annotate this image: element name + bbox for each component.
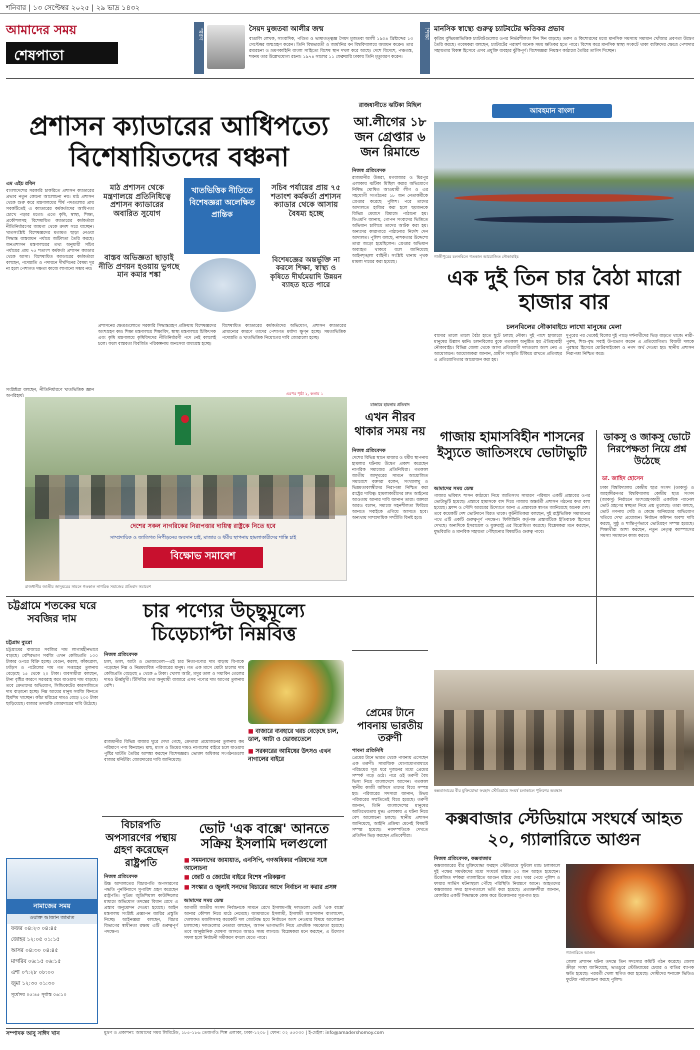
prayer-row: সূর্যোদয় ০৫:৪৫ সূর্যাস্ত ০৬:১০ (11, 993, 67, 998)
judiciary-body: উচ্চ আদালতের বিচারপতি অপসারণের পদ্ধতি পুনর্বিন্যাসে সুপারিশ গ্রহণ করেছেন রাষ্ট্রপতি। সুপ্রিম জুডিশিয়াল কাউন্সিলের মাধ্যমে অভিযোগ তদন্তের বিধান রেখে এ প্রস্তাব অনুমোদন দেওয়া হয়েছে। আইন মন্ত্রণালয় সংশ্লিষ্ট প্রজ্ঞাপন জারির প্রস্তুতি নিচ্ছে। আইনজ্ঞরা বলছেন, বিচার বিভাগের স্বাধীনতা রক্ষায় এটি গুরুত্বপূর্ণ পদক্ষেপ। (104, 882, 180, 935)
date-line: শনিবার | ১৩ সেপ্টেম্বর ২০২৫ | ২৯ ভাদ্র ১৪৩২ (0, 0, 700, 14)
rally-photo (25, 397, 347, 581)
rally-caption: রাজধানীর জাতীয় জাদুঘরের সামনে গতকাল নাগরিক সমাজের প্রতিবাদ সমাবেশ (25, 584, 151, 589)
prayer-row: মাগরিব ০৬:১৫ ০৬:১৫ (11, 959, 61, 965)
fire-caption: গ্যালারিতে আগুন (566, 950, 595, 955)
lead-body-col2: প্রশাসনের ক্ষেত্রগুলোতে সরকারি সিদ্ধান্তগ্রহণ প্রক্রিয়ায় বিশেষজ্ঞদের অংশগ্রহণ কম। শিক্ষা মন্ত্রণালয়ে শিক্ষাবিদ, স্বাস্থ্য মন্ত্রণালয়ে চিকিৎসক এবং কৃষি মন্ত্রণালয়ে কৃষিবিদদের নীতিনির্ধারণী পদে নেই বললেই চলে। ফলে বাস্তবতা বিবর্জিত পরিকল্পনায় জনসেবা বাধাগ্রস্ত হচ্ছে। (98, 324, 218, 347)
column-body: বাঙালি লেখক, সাংবাদিক, পণ্ডিত ও ভাষাতত্ত্বজ্ঞ সৈয়দ মুজতবা আলী ১৯০৪ খ্রিষ্টাব্দের ১৩ সেপ্টেম্বর জন্মগ্রহণ করেন। তিনি বিশ্বভারতী ও জার্মানির বন বিশ্ববিদ্যালয়ে অধ্যয়ন করেন। তার রম্যরচনা ও ভ্রমণকাহিনি বাংলা সাহিত্যে বিশেষ স্থান দখল করে আছে। দেশে বিদেশে, পঞ্চতন্ত্র, শবনম তার উল্লেখযোগ্য রচনা। ১৯৭৪ সালের ১১ ফেব্রুয়ারি ঢাকায় তিনি মৃত্যুবরণ করেন। (249, 37, 415, 60)
shrine-body: দেশের বিভিন্ন স্থানে মাজার ও ধর্মীয় স্থাপনায় হামলার ঘটনায় উদ্বেগ প্রকাশ করেছেন নাগরিক সমাজের প্রতিনিধিরা। গতকাল জাতীয় জাদুঘরের সামনে আয়োজিত সমাবেশে বক্তারা বলেন, সংখ্যালঘু ও ভিন্নমতাবলম্বীদের নিরাপত্তা নিশ্চিত করা রাষ্ট্রের দায়িত্ব। হামলাকারীদের দ্রুত আইনের আওতায় আনার দাবি জানান তারা। বক্তারা আরও বলেন, সমাজে সহনশীলতা ফিরিয়ে আনতে সবাইকে এগিয়ে আসতে হবে। অন্যথায় সাম্প্রদায়িক সম্প্রীতি বিনষ্ট হবে। (352, 456, 430, 521)
gaza-headline[interactable]: গাজায় হামাসবিহীন শাসনের ইস্যুতে জাতিসংঘে ভোটাভুটি (437, 430, 587, 461)
footer-imprint: মুদ্রণ ও প্রকাশনা: আমাদের সময় লিমিটেড, ১৮৫-১৮৬ তেজগাঁও শিল্প এলাকা, ঢাকা-১২০৮ | ফোন: ০২ ৫৫০৩০ | ই-মেইল: info@amadershomoy.com (104, 1031, 384, 1036)
shrine-story[interactable]: মাজারে হামলার প্রতিবাদ এখন নীরব থাকার সময় নয় (354, 402, 426, 438)
footer-editor: সম্পাদক আবু সাঈদ খান (6, 1031, 60, 1037)
grocery-photo (248, 660, 344, 724)
prices-body: চাল, ডাল, আটা ও ভোজ্যতেল—এই চার নিত্যপণ্যের দাম বাড়ায় বিপাকে পড়েছেন নিম্ন ও নিম্নমধ্যবিত্ত পরিবারের মানুষ। গত এক মাসে মোটা চালের দাম কেজিপ্রতি বেড়েছে ৪ থেকে ৬ টাকা। খোলা আটা, মসুর ডাল ও সয়াবিন তেলের দামও ঊর্ধ্বমুখী। টিসিবির তথ্য অনুযায়ী বাজারে এসব পণ্যের দাম আগের তুলনায় বেশি। (104, 660, 246, 689)
section-title: শেষপাতা (14, 48, 64, 64)
brand-logo[interactable] (6, 22, 118, 42)
gaza-body: গাজার ভবিষ্যৎ শাসন কাঠামো নিয়ে জাতিসংঘ সাধারণ পরিষদে একটি প্রস্তাবের ওপর ভোটাভুটি হয়েছে। প্রস্তাবে হামাসকে বাদ দিয়ে গাজায় অন্তর্বর্তী প্রশাসন গঠনের কথা বলা হয়েছে। ফ্রান্স ও সৌদি আরবের উদ্যোগে আনা এ প্রস্তাবকে স্বাগত জানিয়েছে অনেক দেশ। তবে কয়েকটি দেশ ভোটদানে বিরত থাকে। কূটনীতিকরা বলছেন, দুই রাষ্ট্রভিত্তিক সমাধানের পথে এটি একটি গুরুত্বপূর্ণ পদক্ষেপ। ফিলিস্তিনি কর্তৃপক্ষ প্রস্তাবটিকে ইতিবাচক হিসেবে দেখছে। অন্যদিকে ইসরায়েল ও যুক্তরাষ্ট্র এর বিরোধিতা করেছে। বিশ্লেষকরা মনে করছেন, যুদ্ধবিরতি ও মানবিক সহায়তা পৌঁছানোর বিষয়টিও গুরুত্ব পাবে। (434, 494, 592, 535)
vegetable-headline[interactable]: চট্টগ্রামে শতকের ঘরে সবজির দাম (7, 600, 97, 625)
prayer-times-box: নামাজের সময় ওয়াক্ত আজান জামাত ফজর ০৪:২৩ ০৪:৪৫ জোহর ১২:০৫ ০১:১৫ আসর ০৪:৩০ ০৪:৪৫ মাগরিব ০৬:১৫ ০৬:১৫ এশা ০৭:২৮ ০৮:০০ জুমা ১২:৩০ ০১:৩০ সূর্যোদয় ০৫:৪৫ সূর্যাস্ত ০৬:১০ (6, 858, 98, 1024)
lead-headline[interactable]: প্রশাসন ক্যাডারের আধিপত্যে বিশেষায়িতদের বঞ্চনা (29, 112, 329, 173)
prices-points: ■ বাজারে ব্যবহারে খরচ বেড়েছে চাল, ডাল, আটা ও ভোজ্যতেলে ■ সরকারের আমিষের উৎসও এখন নাগালের বাইরে (248, 729, 339, 763)
lead-body-col1-tail: সংশ্লিষ্টরা বলছেন, নীতিনির্ধারণে খাতভিত্তিক জ্ঞান অপরিহার্য। (6, 388, 96, 399)
prayer-row: ফজর ০৪:২৩ ০৪:৪৫ (11, 926, 57, 932)
vote-headline[interactable]: ভোট 'এক বাক্সে' আনতে সক্রিয় ইসলামি দলগুলো (198, 822, 330, 852)
prices-headline[interactable]: চার পণ্যের উচ্ছ্বমূল্যে চিড়েচ্যাপ্টা নিম্নবিত্ত (143, 600, 305, 645)
column-tag: স্মরণ (194, 22, 204, 74)
top-right-tag: শিক্ষা (420, 22, 430, 74)
boat-race-photo (434, 122, 694, 252)
vegetable-body: চট্টগ্রামের বাজারে সবজির দাম লাগামহীনভাবে বাড়ছে। বেশিরভাগ সবজি এখন কেজিপ্রতি ১০০ টাকার ওপরে বিক্রি হচ্ছে। বেগুন, করলা, কাঁকরোল, ঢ্যাঁড়স ও পটোলের দাম গত সপ্তাহের তুলনায় বেড়েছে ১৫ থেকে ২০ টাকা। ব্যবসায়ীরা বলছেন, টানা বৃষ্টির কারণে সরবরাহ কমে যাওয়ায় দাম বাড়ছে। তবে ক্রেতাদের অভিযোগ, সিন্ডিকেটের কারসাজিতে দাম বাড়ানো হচ্ছে। নিম্ন আয়ের মানুষ সবজি কিনতে হিমশিম খাচ্ছেন। কাঁচা মরিচের দামও বেড়ে ২০০ টাকা ছাড়িয়েছে। বাজার তদারকি জোরদারের দাবি উঠেছে। (6, 648, 100, 707)
shrine-byline: নিজস্ব প্রতিবেদক (352, 448, 386, 454)
prayer-row: আসর ০৪:৩০ ০৪:৪৫ (11, 948, 59, 954)
gaza-byline: আমাদের সময় ডেস্ক (434, 486, 474, 492)
column-title[interactable]: সৈয়দ মুজতবা আলীর জন্ম বাঙালি লেখক, সাংবাদিক, পণ্ডিত ও ভাষাতত্ত্বজ্ঞ সৈয়দ মুজতবা আলী ১৯০৪ খ্রিষ্টাব্দের ১৩ সেপ্টেম্বর জন্মগ্রহণ করেন। তিনি বিশ্বভারতী ও জার্মানির বন বিশ্ববিদ্যালয়ে অধ্যয়ন করেন। তার রম্যরচনা ও ভ্রমণকাহিনি বাংলা সাহিত্যে বিশেষ স্থান দখল করে আছে। দেশে বিদেশে, পঞ্চতন্ত্র, শবনম তার উল্লেখযোগ্য রচনা। ১৯৭৪ সালের ১১ ফেব্রুয়ারি ঢাকায় তিনি মৃত্যুবরণ করেন। (249, 23, 413, 83)
top-right-story[interactable]: মানসিক স্বাস্থ্যে গুরুত্ব চ্যাটবটের ক্ষতিকর প্রভাব কৃত্রিম বুদ্ধিমত্তাভিত্তিক চ্যাটবটগুলোর ওপর নির্ভরশীলতা দিন দিন বাড়ছে। তরুণ ও কিশোরদের মধ্যে মানসিক সমস্যায় সমাধান খোঁজার প্রবণতা উদ্বেগ তৈরি করছে। গবেষকরা বলছেন, চ্যাটবটের পরামর্শ অনেক সময় ক্ষতিকর হতে পারে। বিশেষ করে মানসিক স্বাস্থ্য সংকটে থাকা ব্যক্তিদের ক্ষেত্রে পেশাদার সহায়তার বিকল্প হিসেবে এসব প্রযুক্তি ব্যবহার ঝুঁকিপূর্ণ। বিশেষজ্ঞরা নিয়ন্ত্রণ কাঠামো তৈরির তাগিদ দিচ্ছেন। (434, 23, 694, 83)
crowd-shape (35, 475, 335, 519)
flag-shape (175, 405, 191, 445)
section-badge (6, 42, 118, 64)
vote-byline: আমাদের সময় ডেস্ক (184, 898, 224, 904)
prayer-row: জোহর ১২:০৫ ০১:১৫ (11, 937, 60, 943)
love-body: প্রেমের টানে ভারত থেকে পাবনায় এসেছেন এক তরুণী। সামাজিক যোগাযোগমাধ্যমে পরিচয়ের সূত্র ধরে দুজনের মধ্যে প্রেমের সম্পর্ক গড়ে ওঠে। পরে ওই তরুণী বৈধ ভিসা নিয়ে বাংলাদেশে আসেন। গতকাল স্থানীয় কাজী অফিসে তাদের বিয়ে সম্পন্ন হয়। পরিবারের সদস্যরা জানান, উভয় পরিবারের সম্মতিতেই বিয়ে হয়েছে। তরুণী জানান, তিনি বাংলাদেশের মানুষের আতিথেয়তায় মুগ্ধ। এলাকায় এ ঘটনা নিয়ে বেশ আলোচনা চলছে। স্থানীয় প্রশাসন জানিয়েছে, আইনি প্রক্রিয়া মেনেই বিষয়টি সম্পন্ন হয়েছে। নবদম্পতিকে দেখতে প্রতিদিন ভিড় করছেন প্রতিবেশীরা। (352, 756, 430, 839)
boat-subhead: চলনবিলের নৌকাবাইচে লাখো মানুষের মেলা (506, 323, 622, 331)
prices-body-2: রাজধানীর বিভিন্ন বাজার ঘুরে দেখা গেছে, ক্রেতারা প্রয়োজনের তুলনায় কম পরিমাণে পণ্য কিনছেন। মাছ, মাংস ও ডিমের দামও নাগালের বাইরে চলে যাওয়ায় পুষ্টির ঘাটতি তৈরির আশঙ্কা করছেন বিশেষজ্ঞরা। ভোক্তা অধিকার সংগঠনগুলো বাজার মনিটরিং জোরদারের দাবি জানিয়েছে। (104, 740, 246, 763)
pullquote-4: বিশেষজ্ঞের অন্তর্ভুক্তি না করলে শিক্ষা, স্বাস্থ্য ও কৃষিতে দীর্ঘমেয়াদি উন্নয়ন ব্যাহত হতে পারে (270, 255, 342, 289)
stadium-body-col2: জেলা প্রশাসন ঘটনা তদন্তে তিন সদস্যের কমিটি গঠন করেছে। জেলা ক্রীড়া সংস্থা জানিয়েছে, ভাঙচুরে স্টেডিয়ামের চেয়ার ও বাতির ব্যাপক ক্ষতি হয়েছে। পরবর্তী খেলা স্থগিত করা হয়েছে। দোষীদের শনাক্তে ভিডিও ফুটেজ পর্যালোচনা করছে পুলিশ। (566, 960, 696, 983)
prices-byline: নিজস্ব প্রতিবেদক (104, 652, 138, 658)
lead-continued[interactable]: এরপর পৃষ্ঠা ২, কলাম ১ (286, 391, 324, 396)
stadium-caption: কক্সবাজারের বীর মুক্তিযোদ্ধা ফরহাদ স্টেডিয়ামে সংঘর্ষ চলাকালে পুলিশের অবস্থান (434, 788, 562, 793)
rally-banner: দেশের সকল নাগরিকের নিরাপত্তার দায়িত্ব রাষ্ট্রকে নিতে হবে সাম্প্রদায়িক ও জাতিগত নিপীড়নের অবসান চাই, মাজার ও ধর্মীয় স্থাপনায় হামলাকারীদের শাস্তি চাই বিক্ষোভ সমাবেশ (59, 515, 347, 581)
ducsu-body: ঢাকা বিশ্ববিদ্যালয় কেন্দ্রীয় ছাত্র সংসদ (ডাকসু) ও জাহাঙ্গীরনগর বিশ্ববিদ্যালয় কেন্দ্রীয় ছাত্র সংসদ (জাকসু) নির্বাচনে অংশগ্রহণকারী একাধিক প্যানেল ভোট গ্রহণের স্বচ্ছতা নিয়ে প্রশ্ন তুলেছে। তারা বলছে, ভোট গণনায় দেরি ও কেন্দ্রে অনিয়মের অভিযোগ খতিয়ে দেখা প্রয়োজন। নির্বাচন কমিশন অবশ্য দাবি করছে, সুষ্ঠু ও শান্তিপূর্ণভাবে ভোটগ্রহণ সম্পন্ন হয়েছে। শিক্ষার্থীরা আশা করছেন, নতুন নেতৃত্ব ক্যাম্পাসের সমস্যা সমাধানে কাজ করবে। (600, 486, 696, 539)
stadium-byline: নিজস্ব প্রতিবেদক, কক্সবাজার (434, 856, 492, 862)
mosque-icon (7, 859, 97, 899)
lead-byline: এম এইচ রবিন (6, 181, 36, 187)
love-headline[interactable]: প্রেমের টানে পাবনায় ভারতীয় তরুণী (357, 708, 423, 744)
section-label-aboharman: আবহমান বাংলা (492, 104, 612, 118)
boat-shape-2 (474, 216, 674, 223)
al-story[interactable]: রাজধানীতে ঝটিকা মিছিল আ.লীগের ১৮ জন গ্রেপ্তার ৬ জন রিমান্ডে (353, 102, 427, 159)
lead-body-col1: বাংলাদেশের সরকারি চাকরিতে প্রশাসন ক্যাডারের প্রভাব নতুন কোনো আলোচনা নয়। মাঠ প্রশাসন থেকে শুরু করে মন্ত্রণালয়ের শীর্ষ পদগুলোর প্রায় সবকটিতেই এ ক্যাডারের কর্মকর্তাদের আধিপত্য চোখে পড়ার মতো। এতে কৃষি, স্বাস্থ্য, শিক্ষা, প্রকৌশলসহ বিশেষায়িত ক্যাডারের কর্মকর্তারা নীতিনির্ধারণের জায়গা থেকে ক্রমশ সরে যাচ্ছেন। খাতসংশ্লিষ্ট বিশেষজ্ঞদের মতামত ছাড়া নেওয়া সিদ্ধান্ত বাস্তবায়ন পর্যায়ে জটিলতা তৈরি করছে। জনপ্রশাসন মন্ত্রণালয়ের তথ্য অনুযায়ী সচিব পর্যায়ের প্রায় ৭৫ শতাংশ কর্মকর্তা প্রশাসন ক্যাডার থেকে আসা। বিশেষায়িত ক্যাডারের কর্মকর্তারা বলছেন, পদোন্নতি ও পদায়নে দীর্ঘদিনের বৈষম্য দূর না হলে পেশাগত দক্ষতা কাজে লাগানো সম্ভব নয়। (6, 189, 96, 272)
boat-headline[interactable]: এক দুই তিন চার বৈঠা মারো হাজার বার (447, 265, 681, 314)
al-body: রাজধানীর উত্তরা, মগবাজার ও মিরপুর এলাকায় ঝটিকা মিছিল করার অভিযোগে নিষিদ্ধ ঘোষিত আওয়ামী লীগ ও এর সহযোগী সংগঠনের ১৮ জন নেতাকর্মীকে গ্রেপ্তার করেছে পুলিশ। পরে তাদের আদালতে হাজির করা হলে ছয়জনকে বিভিন্ন মেয়াদে রিমান্ডে পাঠানো হয়। ডিএমপি জানায়, গোপন সংবাদের ভিত্তিতে অভিযান চালিয়ে তাদের আটক করা হয়। অন্যদের কারাগারে পাঠানোর নির্দেশ দেন আদালত। পুলিশ বলছে, নাশকতার উদ্দেশ্যে তারা জড়ো হয়েছিলেন। গ্রেপ্তার অভিযান অব্যাহত থাকবে বলে জানিয়েছে আইনশৃঙ্খলা বাহিনী। সংশ্লিষ্ট থানায় পৃথক মামলা দায়ের করা হয়েছে। (352, 176, 430, 265)
vote-body: আগামী জাতীয় সংসদ নির্বাচনকে সামনে রেখে ইসলামপন্থি দলগুলো ভোট 'এক বাক্সে' আনার কৌশল নিয়ে মাঠে নেমেছে। জামায়াতে ইসলামী, ইসলামী আন্দোলন বাংলাদেশ, খেলাফত মজলিসসহ কয়েকটি দল জোটবদ্ধ হয়ে নির্বাচনে অংশ নেওয়ার বিষয়ে আলোচনা চালাচ্ছে। দলগুলোর নেতারা বলছেন, আসন ভাগাভাগি নিয়ে প্রাথমিক সমঝোতা হয়েছে। তবে আনুষ্ঠানিক ঘোষণা আসতে আরও সময় লাগবে। বিশ্লেষকরা মনে করছেন, এ উদ্যোগ সফল হলে নির্বাচনী সমীকরণ বদলে যেতে পারে। (184, 906, 346, 941)
center-callout: খাতভিত্তিক নীতিতে বিশেষজ্ঞরা অলেক্ষিত প্রান্তিক (184, 178, 260, 254)
judiciary-byline: নিজস্ব প্রতিবেদক (104, 874, 138, 880)
stadium-body-col1: কক্সবাজারের বীর মুক্তিযোদ্ধা ফরহাদ স্টেডিয়ামে ফুটবল ম্যাচ চলাকালে দুই পক্ষের সমর্থকদের মধ্যে সংঘর্ষে অন্তত ২০ জন আহত হয়েছেন। উত্তেজিত দর্শকরা গ্যালারিতে আগুন ধরিয়ে দেয়। খবর পেয়ে পুলিশ ও ফায়ার সার্ভিস ঘটনাস্থলে পৌঁছে পরিস্থিতি নিয়ন্ত্রণে আনে। আহতদের কক্সবাজার সদর হাসপাতালে ভর্তি করা হয়েছে। প্রত্যক্ষদর্শীরা জানান, রেফারির একটি সিদ্ধান্তকে কেন্দ্র করে উত্তেজনার সূত্রপাত হয়। (434, 864, 562, 899)
vegetable-byline: চট্টগ্রাম ব্যুরো (6, 640, 33, 646)
stadium-photo (434, 670, 694, 786)
prayer-row: জুমা ১২:৩০ ০১:৩০ (11, 981, 55, 987)
brand-name: আমাদের সময় (6, 22, 77, 37)
pullquote-3: বাস্তব অভিজ্ঞতা ছাড়াই নীতি প্রণয়ন হওয়ায় ভুগছে মান কমার শঙ্কা (98, 253, 180, 280)
boat-caption: গাজীপুরের চলনবিলে গতকাল আয়োজিত নৌকাবাইচ (434, 254, 519, 259)
fire-photo (566, 864, 694, 948)
vote-points: ■ সমমনাদের জামায়াত, এনসিপি, গণঅধিকার পরিষদের সঙ্গে আলোচনা ■ জোট ও জোটের বাইরে বিশেষ পরিকল্পনা ■ সংস্কার ও জুলাই সনদের বিচারের আগে নির্বাচন না করার প্রসঙ্গ (184, 858, 337, 891)
boat-body-col1: বাদ্যের তালে তালে বৈঠা হাতে ছুটে চলছে নৌকা। দুই পাশে হাজারো মানুষের উল্লাস ধ্বনি। চলনবিলের বুকে গতকাল অনুষ্ঠিত হয় ঐতিহ্যবাহী নৌকাবাইচ। বিভিন্ন জেলা থেকে আসা প্রতিযোগী দলগুলো অংশ নেয় এ আয়োজনে। আয়োজকরা জানান, গ্রামীণ সংস্কৃতি টিকিয়ে রাখতে প্রতিবছর এ প্রতিযোগিতার আয়োজন করা হয়। (434, 334, 564, 363)
love-byline: পাবনা প্রতিনিধি (352, 748, 384, 754)
prayer-row: এশা ০৭:২৮ ০৮:০০ (11, 970, 55, 976)
ducsu-author: ডা. জাহিদ হোসেন (602, 476, 644, 482)
lead-body-col3: বিশেষায়িত ক্যাডারের কর্মকর্তাদের অভিযোগ, প্রশাসন ক্যাডারের প্রাধান্যের কারণে তাদের পেশাগত মর্যাদা ক্ষুণ্ন হচ্ছে। সমতাভিত্তিক পদোন্নতি ও খাতভিত্তিক নিয়োগের দাবি জোরালো হচ্ছে। (222, 324, 348, 341)
pullquote-2: সচিব পর্যায়ের প্রায় ৭৫ শতাংশ কর্মকর্তা প্রশাসন ক্যাডার থেকে আসায় বৈষম্য হচ্ছে (270, 183, 342, 219)
judiciary-headline[interactable]: বিচারপতি অপসারণের পন্থায় গ্রহণ করেছেন রাষ্ট্রপতি (105, 820, 177, 869)
crowd-shape-2 (444, 710, 684, 770)
people-network-icon (190, 258, 256, 312)
pullquote-1: মাঠ প্রশাসন থেকে মন্ত্রণালয়ে প্রতিনিধিত্বে প্রশাসন ক্যাডারের অবারিত সুযোগ (103, 183, 171, 219)
ducsu-headline[interactable]: ডাকসু ও জাকসু ভোটে নিরপেক্ষতা নিয়ে প্রশ্ন উঠেছে (603, 432, 691, 467)
boat-shape (454, 194, 674, 202)
portrait-photo (207, 25, 245, 69)
al-byline: নিজস্ব প্রতিবেদক (352, 168, 386, 174)
stadium-headline[interactable]: কক্সবাজার স্টেডিয়ামে সংঘর্ষে আহত ২০, গ্যালারিতে আগুন (445, 809, 683, 849)
boat-body-col2: দুপুরের পর থেকেই বিলের দুই পাড়ে দর্শনার্থীদের ভিড় বাড়তে থাকে। নারী-পুরুষ, শিশু-বৃদ্ধ সবাই উপভোগ করেন এ প্রতিযোগিতা। বিজয়ী দলকে পুরস্কার হিসেবে মোটরসাইকেল ও নগদ অর্থ দেওয়া হয়। স্থানীয় প্রশাসন নিরাপত্তা নিশ্চিত করে। (566, 334, 696, 357)
top-right-body: কৃত্রিম বুদ্ধিমত্তাভিত্তিক চ্যাটবটগুলোর ওপর নির্ভরশীলতা দিন দিন বাড়ছে। তরুণ ও কিশোরদের মধ্যে মানসিক সমস্যায় সমাধান খোঁজার প্রবণতা উদ্বেগ তৈরি করছে। গবেষকরা বলছেন, চ্যাটবটের পরামর্শ অনেক সময় ক্ষতিকর হতে পারে। বিশেষ করে মানসিক স্বাস্থ্য সংকটে থাকা ব্যক্তিদের ক্ষেত্রে পেশাদার সহায়তার বিকল্প হিসেবে এসব প্রযুক্তি ব্যবহার ঝুঁকিপূর্ণ। বিশেষজ্ঞরা নিয়ন্ত্রণ কাঠামো তৈরির তাগিদ দিচ্ছেন। (434, 37, 696, 54)
